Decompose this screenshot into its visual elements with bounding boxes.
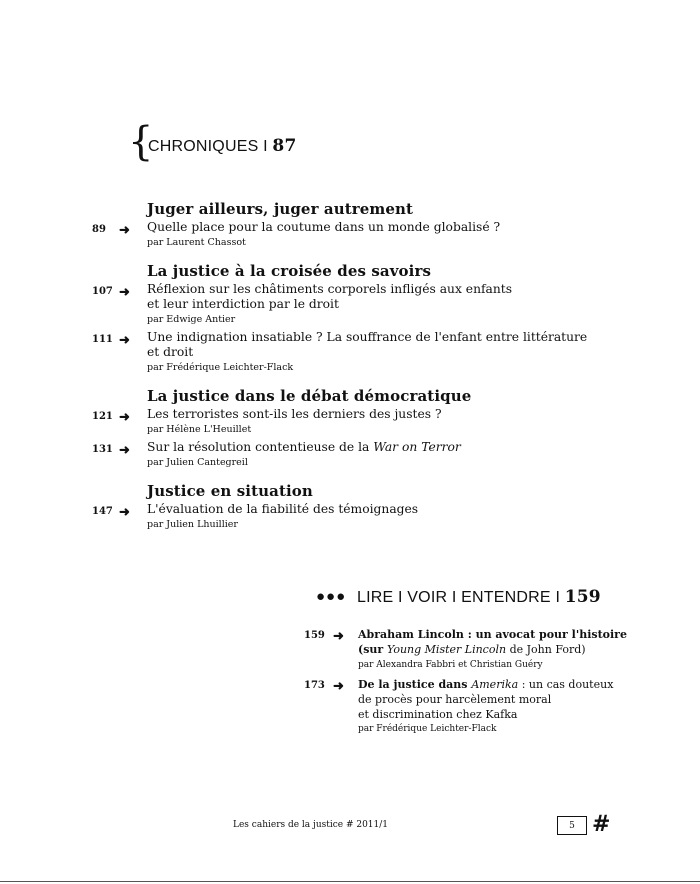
lire-header: [357, 587, 601, 607]
hash-mark: #: [592, 811, 611, 837]
article-title-line1-bold: De la justice dans: [358, 678, 472, 691]
article-page: 173: [304, 680, 325, 691]
arrow-icon: ➜: [119, 409, 130, 424]
article-title-line2[interactable]: [358, 642, 586, 657]
arrow-icon: ➜: [119, 332, 130, 347]
article-page: 131: [92, 444, 113, 455]
chroniques-header: [148, 136, 296, 156]
article-title[interactable]: L'évaluation de la fiabilité des témoignages: [147, 502, 419, 516]
article-title-line2[interactable]: et leur interdiction par le droit: [147, 297, 339, 311]
article-title-line3[interactable]: et discrimination chez Kafka: [358, 708, 518, 721]
page-number: 5: [569, 820, 575, 831]
article-author: par Frédérique Leichter-Flack: [358, 724, 497, 734]
article-title-line2-italic: Young Mister Lincoln: [387, 643, 507, 656]
theme-title: Justice en situation: [147, 482, 313, 500]
article-title-line2-prefix: (sur: [358, 643, 388, 656]
article-author: par Laurent Chassot: [147, 237, 246, 248]
article-title[interactable]: Les terroristes sont-ils les derniers des justes ?: [147, 407, 442, 421]
article-page: 89: [92, 224, 106, 235]
lire-page: 159: [564, 587, 601, 607]
article-title-line1[interactable]: Abraham Lincoln : un avocat pour l'histoire: [358, 628, 627, 641]
arrow-icon: ➜: [333, 678, 344, 693]
chroniques-title: CHRONIQUES: [148, 138, 259, 155]
arrow-icon: ➜: [119, 442, 130, 457]
article-author: par Frédérique Leichter-Flack: [147, 362, 294, 373]
article-author: par Julien Cantegreil: [147, 457, 248, 468]
theme-title: Juger ailleurs, juger autrement: [147, 200, 414, 218]
arrow-icon: ➜: [333, 628, 344, 643]
chroniques-page: 87: [272, 136, 297, 156]
article-title-prefix: Sur la résolution contentieuse de la: [147, 440, 374, 454]
article-page: 147: [92, 506, 113, 517]
article-page: 111: [92, 334, 113, 345]
theme-title: La justice à la croisée des savoirs: [147, 262, 431, 280]
article-title[interactable]: Quelle place pour la coutume dans un monde globalisé ?: [147, 220, 501, 234]
article-author: par Edwige Antier: [147, 314, 236, 325]
theme-title: La justice dans le débat démocratique: [147, 387, 472, 405]
chroniques-separator: I: [263, 138, 268, 155]
article-page: 107: [92, 286, 113, 297]
article-title[interactable]: [147, 440, 461, 455]
article-title-line1[interactable]: Réflexion sur les châtiments corporels infligés aux enfants: [147, 282, 513, 296]
arrow-icon: ➜: [119, 504, 130, 519]
dots-icon: ●●●: [316, 588, 347, 605]
lire-title: LIRE I VOIR I ENTENDRE: [357, 589, 551, 606]
article-title-line2[interactable]: et droit: [147, 345, 194, 359]
article-page: 159: [304, 630, 325, 641]
bottom-divider: [0, 881, 700, 882]
article-title-line2[interactable]: de procès pour harcèlement moral: [358, 693, 552, 706]
article-title-italic: War on Terror: [373, 440, 461, 454]
article-author: par Julien Lhuillier: [147, 519, 238, 530]
article-title-line1[interactable]: Une indignation insatiable ? La souffrance de l'enfant entre littérature: [147, 330, 588, 344]
arrow-icon: ➜: [119, 222, 130, 237]
footer-journal: Les cahiers de la justice # 2011/1: [233, 820, 389, 830]
article-title-line1-suffix: : un cas douteux: [518, 678, 614, 691]
article-title-line2-suffix: de John Ford): [506, 643, 586, 656]
article-title-line1[interactable]: [358, 677, 613, 692]
article-author: par Alexandra Fabbri et Christian Guéry: [358, 660, 543, 670]
article-page: 121: [92, 411, 113, 422]
page-number-box: [557, 816, 587, 835]
lire-separator: I: [555, 589, 561, 606]
article-author: par Hélène L'Heuillet: [147, 424, 252, 435]
article-title-line1-italic: Amerika: [471, 678, 519, 691]
left-brace-icon: {: [128, 119, 154, 165]
arrow-icon: ➜: [119, 284, 130, 299]
